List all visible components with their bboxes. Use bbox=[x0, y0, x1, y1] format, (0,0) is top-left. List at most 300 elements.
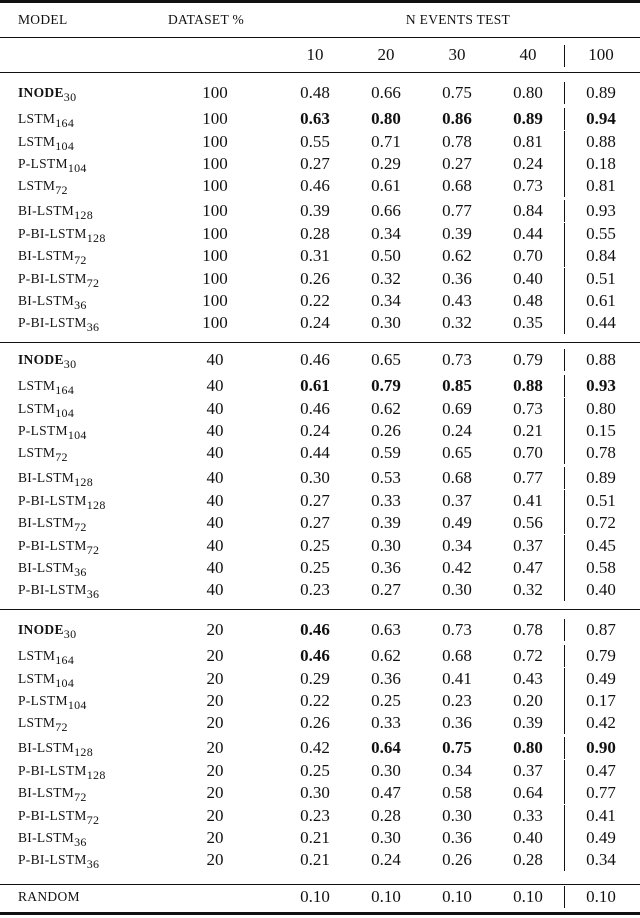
value-cell: 0.89 bbox=[513, 109, 543, 128]
value-cell: 0.73 bbox=[513, 176, 543, 195]
bottom-rule bbox=[0, 912, 640, 915]
column-separator bbox=[564, 712, 565, 734]
value-cell: 0.68 bbox=[442, 646, 472, 665]
dataset-cell: 20 bbox=[206, 691, 224, 710]
column-separator bbox=[564, 760, 565, 782]
value-cell: 0.73 bbox=[442, 620, 472, 639]
column-separator bbox=[564, 349, 565, 371]
dataset-cell: 20 bbox=[206, 806, 224, 825]
column-separator bbox=[564, 886, 565, 908]
model-name-base: P-BI-LSTM bbox=[18, 582, 87, 597]
dataset-cell: 20 bbox=[206, 738, 224, 757]
header-rule bbox=[0, 37, 640, 38]
value-cell: 0.27 bbox=[442, 154, 472, 173]
dataset-cell: 100 bbox=[202, 201, 228, 220]
dataset-cell: 40 bbox=[206, 536, 224, 555]
col-header-10: 10 bbox=[306, 45, 324, 64]
value-cell: 0.39 bbox=[442, 224, 472, 243]
value-cell: 0.10 bbox=[371, 887, 401, 906]
model-name-base: LSTM bbox=[18, 378, 56, 393]
value-cell: 0.28 bbox=[300, 224, 330, 243]
top-rule bbox=[0, 0, 640, 3]
model-name bbox=[18, 443, 68, 463]
model-name-subscript: 36 bbox=[74, 565, 87, 579]
value-cell: 0.89 bbox=[586, 83, 616, 102]
model-name-base: LSTM bbox=[18, 445, 56, 460]
dataset-cell: 40 bbox=[206, 399, 224, 418]
value-cell: 0.48 bbox=[300, 83, 330, 102]
value-cell: 0.73 bbox=[513, 399, 543, 418]
value-cell: 0.48 bbox=[513, 291, 543, 310]
column-separator bbox=[564, 45, 565, 67]
model-name-base: P-LSTM bbox=[18, 423, 68, 438]
model-name bbox=[18, 246, 87, 266]
dataset-cell: 100 bbox=[202, 224, 228, 243]
value-cell: 0.70 bbox=[513, 443, 543, 462]
dataset-cell: 20 bbox=[206, 828, 224, 847]
column-separator bbox=[564, 668, 565, 690]
model-name bbox=[18, 291, 87, 311]
model-name-base: BI-LSTM bbox=[18, 203, 75, 218]
column-separator bbox=[564, 579, 565, 601]
column-separator bbox=[564, 535, 565, 557]
model-name-base: BI-LSTM bbox=[18, 830, 75, 845]
column-separator bbox=[564, 849, 565, 871]
value-cell: 0.15 bbox=[586, 421, 616, 440]
model-name bbox=[18, 713, 68, 733]
dataset-cell: 20 bbox=[206, 713, 224, 732]
value-cell: 0.63 bbox=[300, 109, 330, 128]
model-name bbox=[18, 491, 106, 511]
value-cell: 0.27 bbox=[300, 513, 330, 532]
value-cell: 0.24 bbox=[300, 421, 330, 440]
value-cell: 0.68 bbox=[442, 468, 472, 487]
model-name-subscript: 36 bbox=[86, 587, 100, 601]
value-cell: 0.20 bbox=[513, 691, 543, 710]
value-cell: 0.46 bbox=[300, 176, 330, 195]
value-cell: 0.53 bbox=[371, 468, 401, 487]
value-cell: 0.84 bbox=[513, 201, 543, 220]
value-cell: 0.36 bbox=[371, 669, 401, 688]
column-separator bbox=[564, 82, 565, 104]
value-cell: 0.39 bbox=[300, 201, 330, 220]
dataset-cell: 100 bbox=[202, 154, 228, 173]
value-cell: 0.37 bbox=[442, 491, 472, 510]
value-cell: 0.29 bbox=[371, 154, 401, 173]
value-cell: 0.79 bbox=[513, 350, 543, 369]
value-cell: 0.40 bbox=[586, 580, 616, 599]
col-header-30: 30 bbox=[448, 45, 466, 64]
value-cell: 0.51 bbox=[586, 491, 616, 510]
model-name bbox=[18, 154, 87, 174]
column-separator bbox=[564, 619, 565, 641]
value-cell: 0.23 bbox=[442, 691, 472, 710]
value-cell: 0.39 bbox=[513, 713, 543, 732]
header-n-events: N EVENTS TEST bbox=[405, 12, 511, 27]
value-cell: 0.49 bbox=[586, 669, 616, 688]
dataset-cell: 20 bbox=[206, 761, 224, 780]
value-cell: 0.23 bbox=[300, 806, 330, 825]
value-cell: 0.66 bbox=[371, 201, 401, 220]
col-header-40: 40 bbox=[519, 45, 537, 64]
random-rule bbox=[0, 884, 640, 885]
model-name bbox=[18, 646, 74, 666]
value-cell: 0.26 bbox=[300, 713, 330, 732]
value-cell: 0.34 bbox=[586, 850, 616, 869]
dataset-cell: 20 bbox=[206, 850, 224, 869]
value-cell: 0.47 bbox=[513, 558, 543, 577]
value-cell: 0.64 bbox=[371, 738, 401, 757]
model-name bbox=[18, 828, 87, 848]
value-cell: 0.42 bbox=[442, 558, 472, 577]
column-separator bbox=[564, 557, 565, 579]
value-cell: 0.36 bbox=[442, 713, 472, 732]
value-cell: 0.25 bbox=[300, 558, 330, 577]
dataset-cell: 100 bbox=[202, 246, 228, 265]
model-name bbox=[18, 421, 87, 441]
model-name-subscript: 72 bbox=[74, 790, 87, 804]
dataset-cell: 40 bbox=[206, 558, 224, 577]
value-cell: 0.62 bbox=[371, 399, 401, 418]
model-name bbox=[18, 224, 106, 244]
value-cell: 0.79 bbox=[371, 376, 401, 395]
model-name bbox=[18, 738, 93, 758]
model-name bbox=[18, 513, 87, 533]
value-cell: 0.84 bbox=[586, 246, 616, 265]
model-name-base: P-BI-LSTM bbox=[18, 763, 87, 778]
value-cell: 0.47 bbox=[371, 783, 401, 802]
value-cell: 0.30 bbox=[371, 761, 401, 780]
dataset-cell: 20 bbox=[206, 669, 224, 688]
value-cell: 0.68 bbox=[442, 176, 472, 195]
value-cell: 0.89 bbox=[586, 468, 616, 487]
model-name-base: P-LSTM bbox=[18, 693, 68, 708]
value-cell: 0.33 bbox=[371, 713, 401, 732]
model-name-base: LSTM bbox=[18, 111, 56, 126]
value-cell: 0.47 bbox=[586, 761, 616, 780]
model-name-base: LSTM bbox=[18, 715, 56, 730]
dataset-cell: 20 bbox=[206, 646, 224, 665]
value-cell: 0.63 bbox=[371, 620, 401, 639]
model-name-subscript: 104 bbox=[67, 161, 87, 175]
value-cell: 0.24 bbox=[300, 313, 330, 332]
dataset-cell: 40 bbox=[206, 491, 224, 510]
column-separator bbox=[564, 153, 565, 175]
value-cell: 0.30 bbox=[300, 783, 330, 802]
value-cell: 0.41 bbox=[442, 669, 472, 688]
value-cell: 0.75 bbox=[442, 738, 472, 757]
column-separator bbox=[564, 268, 565, 290]
value-cell: 0.30 bbox=[442, 806, 472, 825]
model-name-base: INODE bbox=[18, 622, 64, 637]
value-cell: 0.81 bbox=[586, 176, 616, 195]
model-name bbox=[18, 850, 99, 870]
model-name-subscript: 72 bbox=[86, 543, 100, 557]
value-cell: 0.29 bbox=[300, 669, 330, 688]
model-name-base: BI-LSTM bbox=[18, 293, 75, 308]
value-cell: 0.30 bbox=[300, 468, 330, 487]
value-cell: 0.58 bbox=[442, 783, 472, 802]
model-name-base: INODE bbox=[18, 352, 64, 367]
value-cell: 0.94 bbox=[586, 109, 616, 128]
model-name-subscript: 164 bbox=[55, 116, 75, 130]
model-name-base: P-BI-LSTM bbox=[18, 315, 87, 330]
column-separator bbox=[564, 175, 565, 197]
value-cell: 0.78 bbox=[442, 132, 472, 151]
dataset-cell: 40 bbox=[206, 350, 224, 369]
value-cell: 0.10 bbox=[300, 887, 330, 906]
value-cell: 0.88 bbox=[513, 376, 543, 395]
value-cell: 0.42 bbox=[586, 713, 616, 732]
value-cell: 0.10 bbox=[442, 887, 472, 906]
model-name-subscript: 36 bbox=[74, 835, 87, 849]
column-separator bbox=[564, 290, 565, 312]
value-cell: 0.10 bbox=[513, 887, 543, 906]
value-cell: 0.34 bbox=[371, 224, 401, 243]
model-name-subscript: 30 bbox=[63, 627, 77, 641]
model-name-subscript: 30 bbox=[63, 357, 77, 371]
model-name-subscript: 128 bbox=[74, 208, 94, 222]
value-cell: 0.22 bbox=[300, 291, 330, 310]
value-cell: 0.61 bbox=[371, 176, 401, 195]
value-cell: 0.42 bbox=[300, 738, 330, 757]
col-header-100: 100 bbox=[588, 45, 614, 64]
model-name-subscript: 72 bbox=[55, 720, 68, 734]
value-cell: 0.41 bbox=[586, 806, 616, 825]
model-name-subscript: 128 bbox=[74, 475, 94, 489]
value-cell: 0.28 bbox=[513, 850, 543, 869]
model-name-base: BI-LSTM bbox=[18, 785, 75, 800]
value-cell: 0.87 bbox=[586, 620, 616, 639]
model-name-subscript: 72 bbox=[55, 450, 68, 464]
value-cell: 0.65 bbox=[371, 350, 401, 369]
col-header-20: 20 bbox=[377, 45, 395, 64]
column-separator bbox=[564, 420, 565, 442]
value-cell: 0.46 bbox=[300, 350, 330, 369]
model-name bbox=[18, 201, 93, 221]
column-separator bbox=[564, 690, 565, 712]
model-name-base: P-BI-LSTM bbox=[18, 493, 87, 508]
column-separator bbox=[564, 645, 565, 667]
model-name-base: P-BI-LSTM bbox=[18, 538, 87, 553]
subheader-rule bbox=[0, 72, 640, 73]
value-cell: 0.44 bbox=[513, 224, 543, 243]
value-cell: 0.32 bbox=[371, 269, 401, 288]
dataset-cell: 40 bbox=[206, 376, 224, 395]
model-name-subscript: 72 bbox=[86, 276, 100, 290]
value-cell: 0.24 bbox=[513, 154, 543, 173]
dataset-cell: 40 bbox=[206, 468, 224, 487]
dataset-cell: 40 bbox=[206, 443, 224, 462]
value-cell: 0.65 bbox=[442, 443, 472, 462]
column-separator bbox=[564, 245, 565, 267]
value-cell: 0.44 bbox=[300, 443, 330, 462]
value-cell: 0.28 bbox=[371, 806, 401, 825]
value-cell: 0.27 bbox=[300, 491, 330, 510]
header-dataset: DATASET % bbox=[168, 12, 244, 27]
model-name bbox=[18, 536, 99, 556]
value-cell: 0.25 bbox=[300, 761, 330, 780]
model-name-subscript: 72 bbox=[74, 520, 87, 534]
model-name-subscript: 36 bbox=[86, 857, 100, 871]
group-rule bbox=[0, 342, 640, 343]
model-name bbox=[18, 109, 74, 129]
dataset-cell: 40 bbox=[206, 580, 224, 599]
group-rule bbox=[0, 609, 640, 610]
value-cell: 0.64 bbox=[513, 783, 543, 802]
value-cell: 0.33 bbox=[371, 491, 401, 510]
value-cell: 0.77 bbox=[442, 201, 472, 220]
value-cell: 0.34 bbox=[371, 291, 401, 310]
model-name bbox=[18, 783, 87, 803]
value-cell: 0.49 bbox=[586, 828, 616, 847]
value-cell: 0.62 bbox=[442, 246, 472, 265]
value-cell: 0.32 bbox=[513, 580, 543, 599]
value-cell: 0.46 bbox=[300, 620, 330, 639]
column-separator bbox=[564, 398, 565, 420]
value-cell: 0.39 bbox=[371, 513, 401, 532]
value-cell: 0.35 bbox=[513, 313, 543, 332]
model-name-base: LSTM bbox=[18, 648, 56, 663]
dataset-cell: 100 bbox=[202, 83, 228, 102]
model-name-base: P-BI-LSTM bbox=[18, 226, 87, 241]
model-name bbox=[18, 132, 74, 152]
model-name bbox=[18, 269, 99, 289]
model-name-subscript: 104 bbox=[67, 428, 87, 442]
column-separator bbox=[564, 467, 565, 489]
dataset-cell: 20 bbox=[206, 620, 224, 639]
model-name-base: INODE bbox=[18, 85, 64, 100]
value-cell: 0.27 bbox=[300, 154, 330, 173]
model-name-base: LSTM bbox=[18, 178, 56, 193]
model-name-base: P-BI-LSTM bbox=[18, 808, 87, 823]
value-cell: 0.21 bbox=[513, 421, 543, 440]
value-cell: 0.78 bbox=[513, 620, 543, 639]
value-cell: 0.17 bbox=[586, 691, 616, 710]
model-name-base: BI-LSTM bbox=[18, 740, 75, 755]
value-cell: 0.30 bbox=[371, 828, 401, 847]
value-cell: 0.55 bbox=[586, 224, 616, 243]
value-cell: 0.37 bbox=[513, 536, 543, 555]
value-cell: 0.46 bbox=[300, 646, 330, 665]
value-cell: 0.72 bbox=[513, 646, 543, 665]
column-separator bbox=[564, 223, 565, 245]
value-cell: 0.62 bbox=[371, 646, 401, 665]
column-separator bbox=[564, 512, 565, 534]
column-separator bbox=[564, 200, 565, 222]
value-cell: 0.25 bbox=[371, 691, 401, 710]
model-name bbox=[18, 558, 87, 578]
value-cell: 0.93 bbox=[586, 376, 616, 395]
dataset-cell: 40 bbox=[206, 513, 224, 532]
value-cell: 0.79 bbox=[586, 646, 616, 665]
value-cell: 0.88 bbox=[586, 350, 616, 369]
column-separator bbox=[564, 312, 565, 334]
model-name-base: LSTM bbox=[18, 671, 56, 686]
model-name-subscript: 104 bbox=[55, 676, 75, 690]
column-separator bbox=[564, 108, 565, 130]
model-name bbox=[18, 350, 76, 370]
model-name-subscript: 30 bbox=[63, 90, 77, 104]
model-name-subscript: 72 bbox=[55, 183, 68, 197]
value-cell: 0.80 bbox=[513, 83, 543, 102]
model-name-subscript: 104 bbox=[55, 406, 75, 420]
model-name-subscript: 164 bbox=[55, 653, 75, 667]
value-cell: 0.46 bbox=[300, 399, 330, 418]
value-cell: 0.18 bbox=[586, 154, 616, 173]
value-cell: 0.34 bbox=[442, 536, 472, 555]
model-name-base: LSTM bbox=[18, 134, 56, 149]
value-cell: 0.26 bbox=[442, 850, 472, 869]
column-separator bbox=[564, 490, 565, 512]
value-cell: 0.85 bbox=[442, 376, 472, 395]
model-name-subscript: 36 bbox=[74, 298, 87, 312]
value-cell: 0.80 bbox=[371, 109, 401, 128]
value-cell: 0.93 bbox=[586, 201, 616, 220]
model-name bbox=[18, 176, 68, 196]
value-cell: 0.43 bbox=[513, 669, 543, 688]
value-cell: 0.31 bbox=[300, 246, 330, 265]
value-cell: 0.50 bbox=[371, 246, 401, 265]
model-name bbox=[18, 468, 93, 488]
dataset-cell: 100 bbox=[202, 291, 228, 310]
value-cell: 0.41 bbox=[513, 491, 543, 510]
value-cell: 0.36 bbox=[442, 269, 472, 288]
value-cell: 0.21 bbox=[300, 828, 330, 847]
model-name bbox=[18, 669, 74, 689]
column-separator bbox=[564, 782, 565, 804]
model-name-subscript: 128 bbox=[74, 745, 94, 759]
value-cell: 0.66 bbox=[371, 83, 401, 102]
value-cell: 0.77 bbox=[513, 468, 543, 487]
value-cell: 0.26 bbox=[300, 269, 330, 288]
value-cell: 0.61 bbox=[300, 376, 330, 395]
value-cell: 0.88 bbox=[586, 132, 616, 151]
model-name-subscript: 104 bbox=[55, 139, 75, 153]
value-cell: 0.30 bbox=[371, 536, 401, 555]
column-separator bbox=[564, 131, 565, 153]
value-cell: 0.81 bbox=[513, 132, 543, 151]
value-cell: 0.75 bbox=[442, 83, 472, 102]
model-name bbox=[18, 887, 80, 907]
value-cell: 0.22 bbox=[300, 691, 330, 710]
value-cell: 0.78 bbox=[586, 443, 616, 462]
dataset-cell: 100 bbox=[202, 269, 228, 288]
value-cell: 0.71 bbox=[371, 132, 401, 151]
value-cell: 0.23 bbox=[300, 580, 330, 599]
value-cell: 0.36 bbox=[442, 828, 472, 847]
value-cell: 0.59 bbox=[371, 443, 401, 462]
value-cell: 0.90 bbox=[586, 738, 616, 757]
value-cell: 0.73 bbox=[442, 350, 472, 369]
model-name-base: RANDOM bbox=[18, 889, 80, 904]
model-name-base: BI-LSTM bbox=[18, 248, 75, 263]
value-cell: 0.24 bbox=[371, 850, 401, 869]
value-cell: 0.24 bbox=[442, 421, 472, 440]
value-cell: 0.32 bbox=[442, 313, 472, 332]
value-cell: 0.40 bbox=[513, 828, 543, 847]
value-cell: 0.56 bbox=[513, 513, 543, 532]
value-cell: 0.69 bbox=[442, 399, 472, 418]
model-name bbox=[18, 376, 74, 396]
model-name-base: BI-LSTM bbox=[18, 515, 75, 530]
column-separator bbox=[564, 805, 565, 827]
value-cell: 0.72 bbox=[586, 513, 616, 532]
model-name bbox=[18, 580, 99, 600]
model-name bbox=[18, 313, 99, 333]
value-cell: 0.80 bbox=[586, 399, 616, 418]
value-cell: 0.37 bbox=[513, 761, 543, 780]
